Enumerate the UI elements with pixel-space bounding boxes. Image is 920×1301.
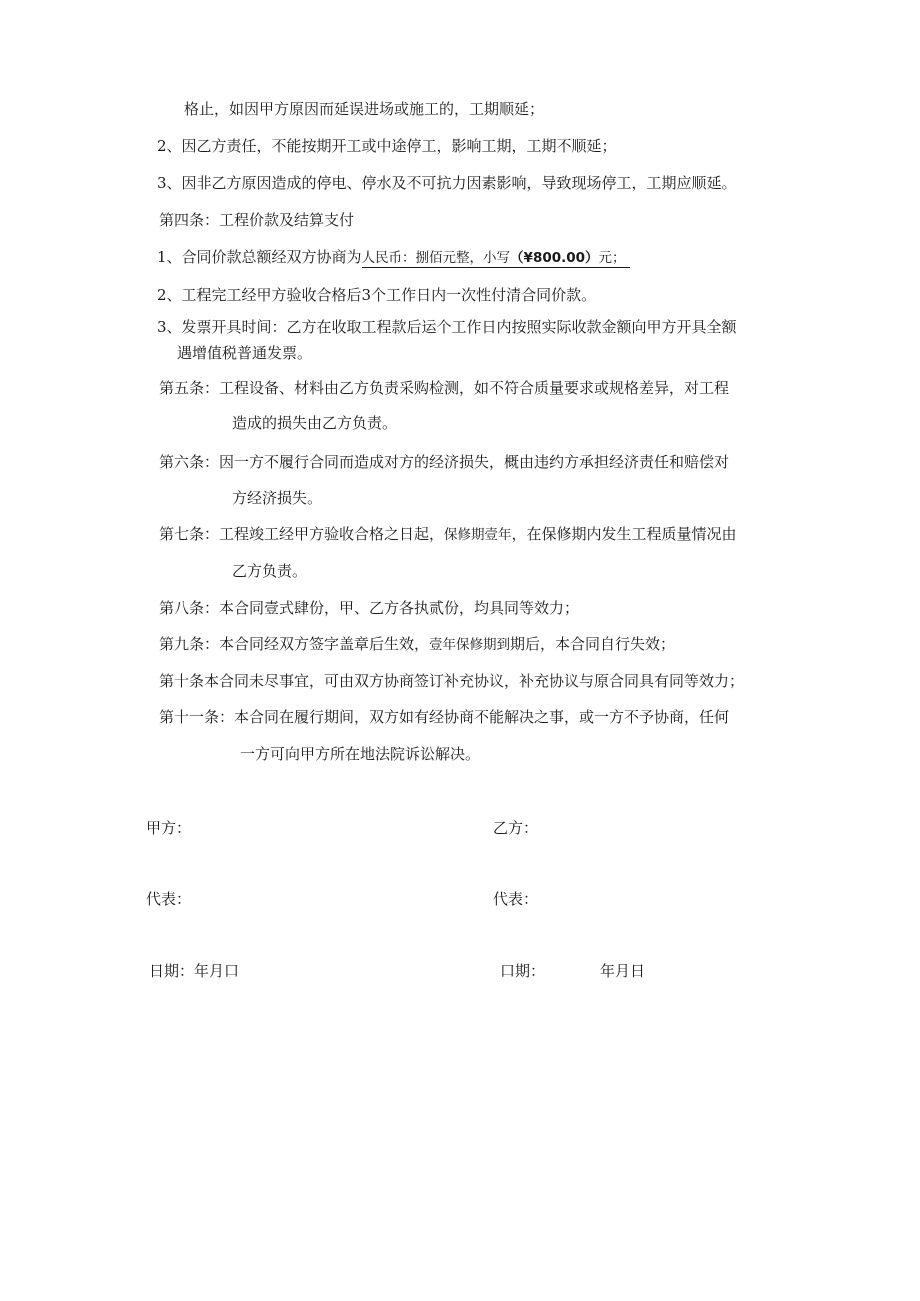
article-5-line-2: 造成的损失由乙方负责。	[232, 414, 398, 432]
article-4-item-1	[157, 247, 630, 268]
article-7-line-1	[159, 524, 737, 545]
party-b-label: 乙方：	[493, 819, 539, 837]
article-9-warranty: 壹年保修期到	[429, 637, 511, 653]
contract-amount	[362, 248, 631, 268]
article-5-line-1: 第五条：工程设备、材料由乙方负责采购检测，如不符合质量要求或规格差异，对工程	[159, 379, 730, 397]
warranty-period: 保修期壹年	[444, 527, 512, 543]
article-4-item-3-line-1: 3、发票开具时间：乙方在收取工程款后运个工作日内按照实际收款金额向甲方开具全额	[157, 318, 737, 336]
article-4-item-2: 2、工程完工经甲方验收合格后3个工作日内一次性付清合同价款。	[157, 286, 597, 304]
article-6-line-1: 第六条：因一方不履行合同而造成对方的经济损失，概由违约方承担经济责任和赔偿对	[159, 453, 730, 471]
article-10: 第十条本合同未尽事宜，可由双方协商签订补充协议，补充协议与原合同具有同等效力；	[159, 672, 745, 690]
article-9	[159, 634, 675, 655]
clause-line-3: 3、因非乙方原因造成的停电、停水及不可抗力因素影响，导致现场停工，工期应顺延。	[157, 174, 737, 192]
article-7-prefix: 第七条：工程竣工经甲方验收合格之日起，	[159, 525, 445, 543]
contract-amount-suffix: 元；	[598, 250, 626, 266]
party-a-label: 甲方：	[146, 819, 192, 837]
rep-a-label: 代表：	[146, 890, 192, 908]
contract-amount-cn: 人民币：捌佰元整，小写	[361, 250, 511, 266]
clause-line-2: 2、因乙方责任，不能按期开工或中途停工，影响工期，工期不顺延；	[157, 137, 617, 155]
date-b-value: 年月日	[600, 962, 646, 980]
article-4-item-3-line-2: 遇增值税普通发票。	[177, 344, 313, 362]
article-9-suffix: 期后，本合同自行失效；	[510, 635, 676, 653]
article-11-line-1: 第十一条：本合同在履行期间，双方如有经协商不能解决之事，或一方不予协商，任何	[159, 708, 730, 726]
rep-b-label: 代表：	[493, 890, 539, 908]
date-b-label: 口期：	[500, 962, 546, 980]
date-a: 日期：年月口	[149, 962, 240, 980]
article-4-title: 第四条：工程价款及结算支付	[159, 211, 355, 229]
article-9-prefix: 第九条：本合同经双方签字盖章后生效，	[159, 635, 430, 653]
article-7-suffix: ，在保修期内发生工程质量情况由	[511, 525, 737, 543]
clause-line-1: 格止，如因甲方原因而延误进场或施工的，工期顺延；	[184, 100, 545, 118]
article-11-line-2: 一方可向甲方所在地法院诉讼解决。	[240, 745, 481, 763]
contract-amount-num: （¥800.00）	[510, 250, 599, 266]
article-4-item-1-prefix: 1、合同价款总额经双方协商为	[157, 248, 362, 266]
article-8: 第八条：本合同壹式肆份，甲、乙方各执贰份，均具同等效力；	[159, 599, 580, 617]
article-6-line-2: 方经济损失。	[232, 489, 323, 507]
article-7-line-2: 乙方负责。	[232, 562, 308, 580]
